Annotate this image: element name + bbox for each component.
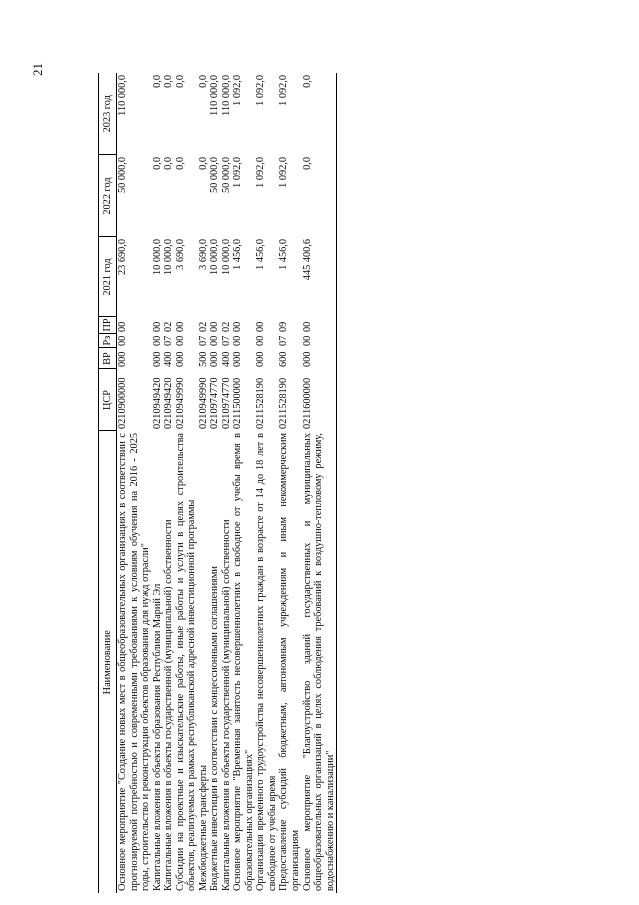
row-y2023 [198, 73, 210, 155]
row-y2023 [209, 73, 221, 155]
table-header [99, 73, 117, 893]
row-vr: 400 [163, 351, 175, 367]
row-name: Субсидии на проектные и изыскательские работы, иные работы и услуги в целях строительства объектов, реализуемых в рамках республиканской адресной инвестиционной программы [174, 433, 198, 891]
amount-value: 1 092,0 [255, 75, 267, 106]
row-y2022 [198, 155, 210, 237]
amount-value: 10 000,0 [209, 239, 221, 276]
col-header-2021: 2021 год [99, 237, 117, 317]
table-row [255, 73, 278, 893]
row-pr: 00 [232, 321, 244, 332]
amount-value: 1 092,0 [255, 157, 267, 188]
row-y2022 [117, 155, 152, 237]
row-y2023 [232, 73, 255, 155]
row-name: Основное мероприятие "Создание новых мест в общеобразовательных организациях в соответствии с прогнозируемой потребностью и современными требованиями к условиям обучения на 2016 - 2025 годы, строительство и реконструкция объектов образования для нужд отрасли" [117, 433, 152, 891]
amount-value: 1 456,0 [278, 239, 290, 270]
row-vr: 000 [174, 351, 186, 367]
row-csr: 0211500000 [232, 377, 244, 429]
row-pr: 00 [117, 321, 128, 332]
row-y2023 [152, 73, 164, 155]
row-rz: 07 [163, 335, 175, 346]
row-rz: 00 [301, 335, 313, 346]
row-name: Капитальные вложения в объекты государственной (муниципальной) собственности [163, 519, 175, 891]
row-name: Бюджетные инвестиции в соответствии с концессионными соглашениями [209, 566, 221, 891]
row-y2021 [221, 237, 233, 317]
amount-value: 1 456,0 [255, 239, 267, 270]
row-pr: 00 [174, 321, 186, 332]
row-rz: 00 [151, 335, 163, 346]
amount-value: 1 456,0 [232, 239, 244, 270]
amount-value: 23 690,0 [117, 239, 128, 276]
row-name: Межбюджетные трансферты [197, 764, 209, 891]
amount-value: 50 000,0 [117, 157, 128, 194]
row-y2023 [175, 73, 198, 155]
row-y2022 [255, 155, 278, 237]
row-y2023 [302, 73, 337, 155]
amount-value: 0,0 [151, 157, 163, 170]
amount-value: 0,0 [174, 75, 186, 88]
row-vr: 500 [197, 351, 209, 367]
amount-value: 3 690,0 [174, 239, 186, 270]
row-csr: 0210974770 [209, 377, 221, 429]
col-header-name: Наименование [99, 431, 117, 893]
row-name: Основное мероприятие "Временная занятость несовершеннолетних в свободное от учебы время в образовательных организациях" [232, 433, 255, 891]
row-name: Организация временного трудоустройства несовершеннолетних граждан в возрасте от 14 до 18 лет в свободное от учебы время [255, 433, 278, 891]
table-row [221, 73, 233, 893]
row-rz: 00 [209, 335, 221, 346]
row-y2021 [209, 237, 221, 317]
row-y2022 [209, 155, 221, 237]
amount-value: 10 000,0 [151, 239, 163, 276]
table-row [163, 73, 175, 893]
amount-value: 1 092,0 [232, 75, 244, 106]
amount-value: 0,0 [197, 157, 209, 170]
row-y2022 [163, 155, 175, 237]
row-pr: 00 [255, 321, 267, 332]
budget-table-rotated [98, 73, 337, 893]
amount-value: 10 000,0 [220, 239, 232, 276]
col-header-vr: ВР [99, 348, 117, 369]
col-header-pr: ПР [99, 317, 117, 334]
row-rz: 00 [174, 335, 186, 346]
amount-value: 50 000,0 [220, 157, 232, 194]
row-y2021 [175, 237, 198, 317]
amount-value: 0,0 [163, 75, 175, 88]
row-name: Капитальные вложения в объекты государственной (муниципальной) собственности [220, 519, 232, 891]
row-pr: 02 [197, 321, 209, 332]
row-y2023 [255, 73, 278, 155]
row-name: Предоставление субсидий бюджетным, автономным учреждениям и иным некоммерческим организациям [278, 433, 301, 891]
amount-value: 0,0 [301, 75, 313, 88]
row-pr: 02 [220, 321, 232, 332]
row-rz: 07 [278, 335, 290, 346]
amount-value: 10 000,0 [163, 239, 175, 276]
row-vr: 000 [232, 351, 244, 367]
row-y2022 [175, 155, 198, 237]
row-y2023 [163, 73, 175, 155]
row-pr: 00 [301, 321, 313, 332]
amount-value: 50 000,0 [209, 157, 221, 194]
row-rz: 07 [220, 335, 232, 346]
row-pr: 00 [151, 321, 163, 332]
row-vr: 400 [220, 351, 232, 367]
table-row [302, 73, 337, 893]
budget-table [98, 73, 337, 893]
row-csr: 0211600000 [301, 377, 313, 429]
row-pr: 09 [278, 321, 290, 332]
row-y2021 [278, 237, 301, 317]
row-csr: 0210949990 [174, 377, 186, 429]
row-csr: 0210949420 [163, 377, 175, 429]
amount-value: 0,0 [163, 157, 175, 170]
amount-value: 445 400,6 [301, 239, 313, 281]
amount-value: 110 000,0 [209, 75, 221, 116]
row-pr: 02 [163, 321, 175, 332]
row-csr: 0210949420 [151, 377, 163, 429]
row-vr: 000 [117, 351, 128, 367]
row-y2023 [221, 73, 233, 155]
amount-value: 0,0 [197, 75, 209, 88]
row-y2022 [152, 155, 164, 237]
row-name: Капитальные вложения в объекты образования Республики Марий Эл [151, 583, 163, 891]
table-row [152, 73, 164, 893]
col-header-2022: 2022 год [99, 155, 117, 237]
row-y2022 [221, 155, 233, 237]
row-csr: 0210974770 [220, 377, 232, 429]
row-y2021 [152, 237, 164, 317]
amount-value: 3 690,0 [197, 239, 209, 270]
row-y2021 [232, 237, 255, 317]
row-rz: 00 [255, 335, 267, 346]
row-y2021 [255, 237, 278, 317]
table-row [209, 73, 221, 893]
row-y2022 [278, 155, 301, 237]
table-row [278, 73, 301, 893]
table-row [198, 73, 210, 893]
row-vr: 000 [209, 351, 221, 367]
row-y2021 [163, 237, 175, 317]
row-name: Основное мероприятие "Благоустройство зданий государственных и муниципальных общеобразовательных организаций в целях соблюдения требований к воздушно-тепловому режиму, водоснабжению и канализации" [301, 433, 336, 891]
amount-value: 0,0 [151, 75, 163, 88]
amount-value: 0,0 [301, 157, 313, 170]
row-y2022 [302, 155, 337, 237]
amount-value: 1 092,0 [232, 157, 244, 188]
row-vr: 000 [255, 351, 267, 367]
amount-value: 1 092,0 [278, 157, 290, 188]
table-row [175, 73, 198, 893]
row-csr: 0210949990 [197, 377, 209, 429]
col-header-2023: 2023 год [99, 73, 117, 155]
row-y2022 [232, 155, 255, 237]
amount-value: 110 000,0 [117, 75, 128, 116]
row-rz: 00 [117, 335, 128, 346]
amount-value: 0,0 [174, 157, 186, 170]
page-number: 21 [30, 63, 45, 76]
row-csr: 0210900000 [117, 377, 128, 429]
row-csr: 0211528190 [278, 377, 290, 429]
row-y2023 [117, 73, 152, 155]
table-body [117, 73, 337, 893]
row-y2021 [302, 237, 337, 317]
table-row [117, 73, 152, 893]
row-rz: 00 [232, 335, 244, 346]
col-header-rz: Рз [99, 334, 117, 348]
row-y2021 [198, 237, 210, 317]
row-vr: 000 [301, 351, 313, 367]
col-header-csr: ЦСР [99, 369, 117, 431]
row-vr: 000 [151, 351, 163, 367]
row-rz: 07 [197, 335, 209, 346]
amount-value: 110 000,0 [220, 75, 232, 116]
amount-value: 1 092,0 [278, 75, 290, 106]
row-csr: 0211528190 [255, 377, 267, 429]
row-pr: 00 [209, 321, 221, 332]
table-row [232, 73, 255, 893]
row-vr: 600 [278, 351, 290, 367]
row-y2023 [278, 73, 301, 155]
row-y2021 [117, 237, 152, 317]
